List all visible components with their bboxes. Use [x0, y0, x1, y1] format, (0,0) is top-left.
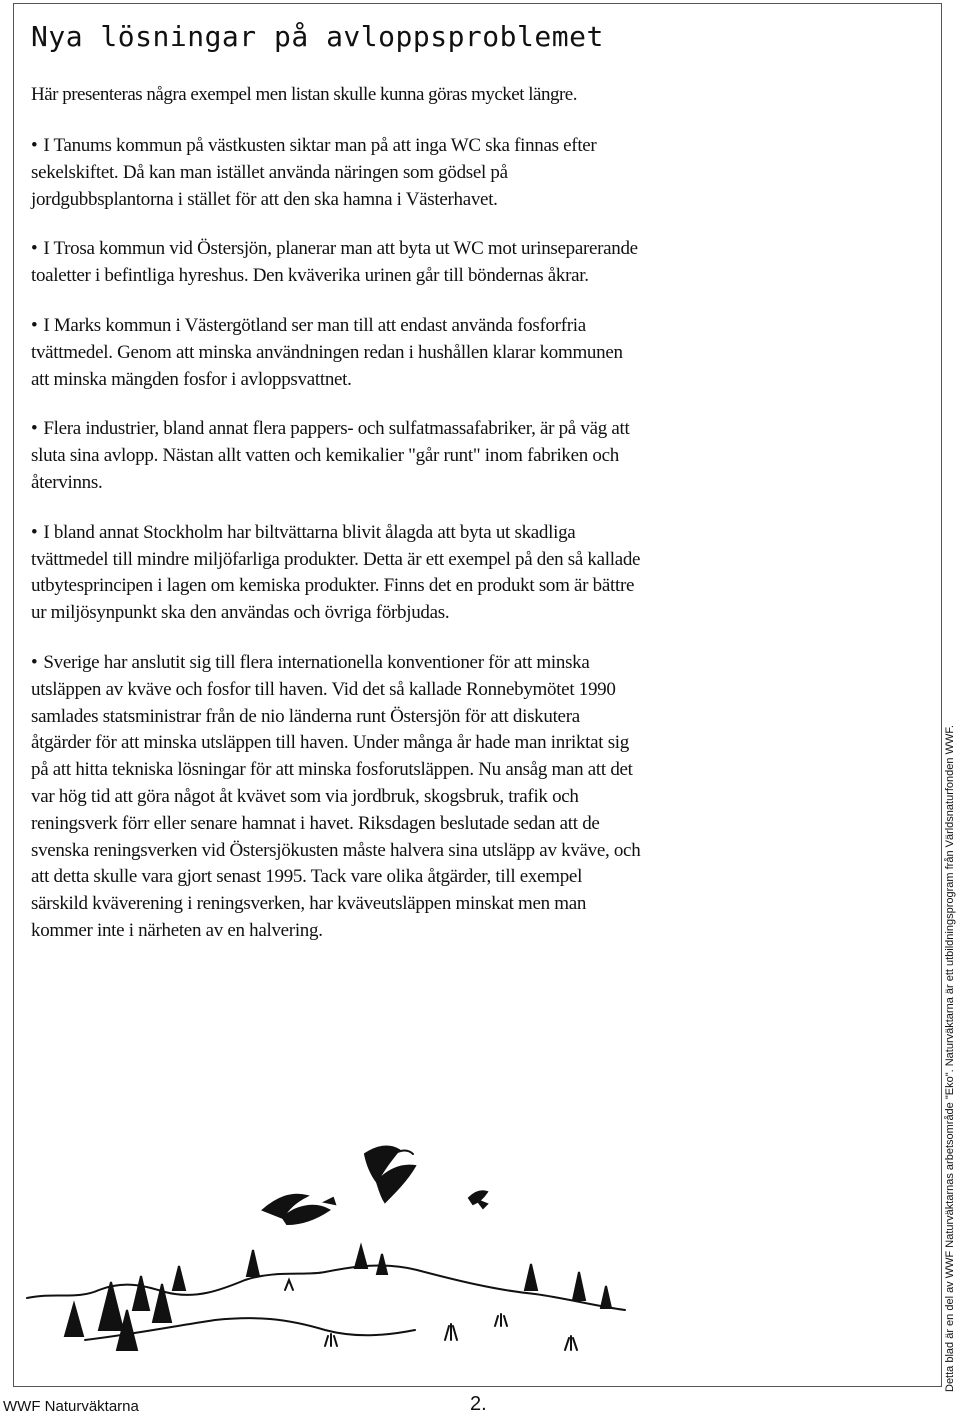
bullet-icon: • — [31, 135, 38, 156]
intro-text: Här presenteras några exempel men listan skulle kunna göras mycket längre. — [31, 84, 577, 105]
page-number: 2. — [470, 1393, 487, 1415]
list-item-text: Sverige har anslutit sig till flera internationella konventioner för att minska utsläppen av kväve och fosfor till haven. Vid det så kallade Ronnebymötet 1990 samlades statsministrar från de nio länderna runt Östersjön för att diskutera åtgärder för att minska utsläppen till haven. Under många år hade man inriktat sig på att hitta tekniska lösningar för att minska fosforutsläppen. Nu ansåg man att det var hög tid att göra något åt kvävet som via jordbruk, skogsbruk, trafik och reningsverk förr eller senare hamnat i havet. Riksdagen beslutade sedan att de svenska reningsverken vid Östersjökusten måste halvera sina utsläpp av kväve, och att detta skulle vara gjort senast 1995. Tack vare olika åtgärder, till exempel särskild kväverening i reningsverken, har kväveutsläppen minskat men man kommer inte i närheten av en halvering. — [31, 651, 641, 941]
list-item — [31, 520, 643, 627]
list-item-text: I Marks kommun i Västergötland ser man till att endast använda fosforfria tvättmedel. Genom att minska användningen redan i hushållen klarar kommunen att minska mängden fosfor i avloppsvattnet. — [31, 314, 623, 390]
bird-icon — [263, 1195, 335, 1224]
page-title: Nya lösningar på avloppsproblemet — [31, 20, 604, 53]
landscape-with-birds-drawing-icon — [25, 1140, 635, 1380]
bullet-list — [31, 133, 643, 968]
list-item-text: I Tanums kommun på västkusten siktar man på att inga WC ska finnas efter sekelskiftet. Då kan man istället använda näringen som gödsel på jordgubbsplantorna i stället för att den ska hamna i Västerhavet. — [31, 135, 597, 210]
bullet-icon: • — [31, 238, 38, 260]
tree-icons — [65, 1246, 611, 1350]
bullet-icon: • — [31, 314, 38, 336]
list-item — [31, 416, 643, 496]
list-item-text: I Trosa kommun vid Östersjön, planerar man att byta ut WC mot urinseparerande toaletter i befintliga hyreshus. Den kväverika urinen går till böndernas åkrar. — [31, 238, 638, 287]
bullet-icon: • — [31, 651, 38, 673]
list-item-text: I bland annat Stockholm har biltvättarna blivit ålagda att byta ut skadliga tvättmedel till mindre miljöfarliga produkter. Detta är ett exempel på den så kallade utbytesprincipen i lagen om kemiska produkter. Finns det en produkt som är bättre ur miljösynpunkt ska den användas och övriga förbjudas. — [31, 521, 641, 624]
list-item — [31, 133, 643, 213]
list-item — [31, 650, 643, 945]
side-note: Detta blad är en del av WWF Naturväktarnas arbetsområde "Eko". Naturväktarna är ett utbildningsprogram från Världsnaturfonden WWF. — [944, 725, 956, 1392]
bullet-icon: • — [31, 521, 38, 543]
bullet-icon: • — [31, 418, 38, 440]
list-item — [31, 236, 643, 290]
footer-organization: WWF Naturväktarna — [3, 1398, 139, 1415]
bird-icon — [469, 1191, 487, 1208]
list-item-text: Flera industrier, bland annat flera pappers- och sulfatmassafabriker, är på väg att sluta sina avlopp. Nästan allt vatten och kemikalier "går runt" inom fabriken och återvinns. — [31, 418, 630, 493]
bird-icon — [365, 1147, 415, 1202]
list-item — [31, 313, 643, 393]
